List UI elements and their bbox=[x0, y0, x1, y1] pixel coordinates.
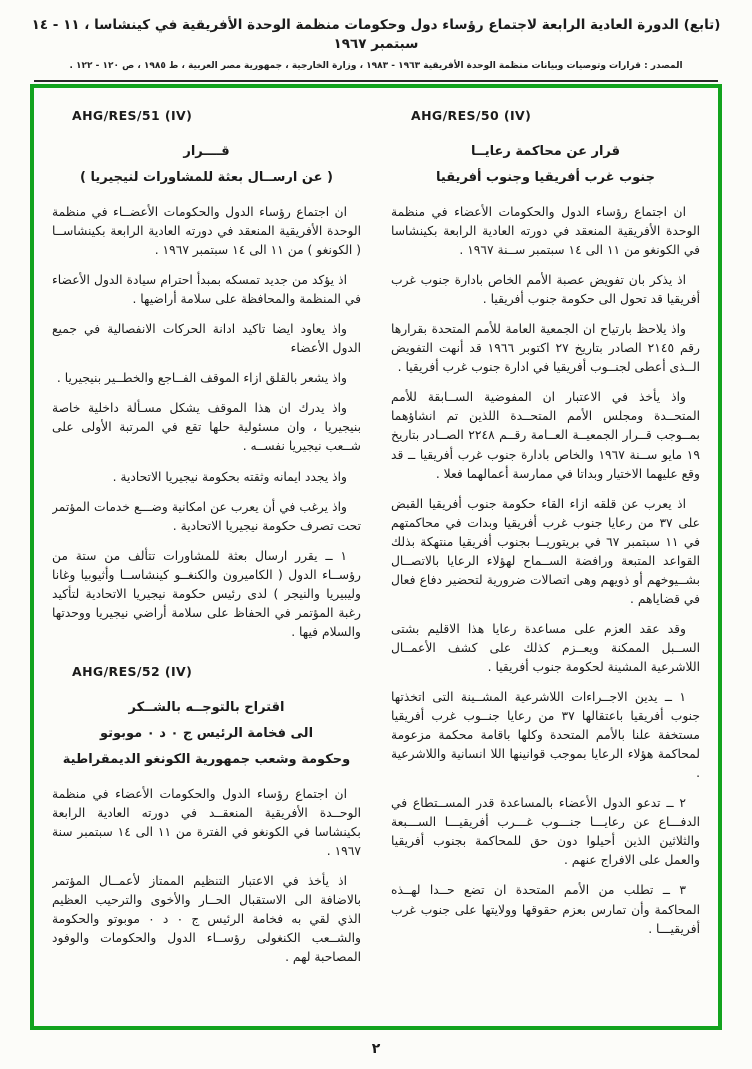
paragraph: اذ يأخذ في الاعتبار التنظيم الممتاز لأعمــال المؤتمر بالاضافة الى الاستقبال الحــار والأخوى والترحيب العظيم الذي لقي به فخامة الرئيس ج ٠ د ٠ موبوتو والحكومة والشــعب الكنغولى رؤســاء الدول والحكومات والوفود المصاحبة لهم . bbox=[52, 874, 362, 965]
resolution-52-title-line-3: وحكومة وشعب جمهورية الكونغو الديمقراطية bbox=[62, 751, 351, 767]
paragraph: واذ يرغب في أن يعرب عن امكانية وضـــع خدمات المؤتمر تحت تصرف حكومة نيجيريا الاتحادية . bbox=[52, 499, 361, 533]
paragraph: ٢ ــ تدعو الدول الأعضاء بالمساعدة قدر المســتطاع في الدفـــاع عن رعايـــا جنـــوب غـــرب أفريقيـــا الســـبعة والثلاثين الذين أحيلوا دون حق للمحاكمة بجنوب أفريقيا والعمل على الافراج عنهم . bbox=[391, 796, 700, 868]
paragraph: اذ يذكر بان تفويض عصبة الأمم الخاص بادارة جنوب غرب أفريقيا قد تحول الى حكومة جنوب أفريقيا . bbox=[391, 273, 700, 307]
resolution-51-title-line-1: قــــرار bbox=[183, 144, 230, 159]
paragraph: ان اجتماع رؤساء الدول والحكومات الأعضاء في منظمة الوحدة الأفريقية المنعقد في دورته العادية الرابعة بكينشاسا في الكونغو من ١١ الى ١٤ سبتمبر ســنة ١٩٦٧ . bbox=[391, 205, 700, 258]
resolution-50 bbox=[391, 108, 700, 939]
paragraph: ١ ــ يقرر ارسال بعثة للمشاورات تتألف من ستة من رؤســاء الدول ( الكاميرون والكنغــو كينشاســا وأثيوبيا وغانا وليبيريا والنيجر ) لدى رئيس حكومة نيجيريا الاتحادية لتأكيد رغبة المؤتمر في الحفاظ على سلامة أراضي نيجيريا ووحدتها والسلام فيها . bbox=[52, 548, 361, 639]
paragraph: وقد عقد العزم على مساعدة رعايا هذا الاقليم بشتى الســبل الممكنة ويعــزم كذلك على كشف الأعمــال اللاشرعية المشينة لحكومة جنوب أفريقيا . bbox=[391, 621, 700, 674]
paragraph: اذ يؤكد من جديد تمسكه بمبدأ احترام سيادة الدول الأعضاء في المنظمة والمحافظة على سلامة أراضيها . bbox=[52, 273, 361, 307]
resolution-51-title-line-2: ( عن ارســال بعثة للمشاورات لنيجيريا ) bbox=[80, 170, 333, 185]
paragraph: ٣ ــ تطلب من الأمم المتحدة ان تضع حــدا لهــذه المحاكمة وأن تمارس بعزم حقوقها وولايتها على جنوب غرب أفريقيـــا . bbox=[391, 883, 700, 936]
paragraph: ان اجتماع رؤساء الدول والحكومات الأعضاء في منظمة الوحــدة الأفريقية المنعقــد في دورته العادية الرابعة بكينشاسا في الكونغو في الفترة من ١١ الى ١٤ سبتمبر سنة ١٩٦٧ . bbox=[52, 786, 361, 859]
resolution-52-title-line-1: اقتراح بالتوجــه بالشــكر bbox=[128, 699, 285, 715]
resolution-51-title bbox=[52, 139, 361, 191]
resolution-51-code: AHG/RES/51 (IV) bbox=[72, 108, 193, 123]
paragraph: واذ يدرك ان هذا الموقف يشكل مسـألة داخلية خاصة بنيجيريا ، وان مسئولية حلها تقع في المرتبة الأولى على شــعب نيجيريا نفســه . bbox=[52, 401, 361, 454]
column-left bbox=[52, 102, 361, 1016]
document-title: (تابع) الدورة العادية الرابعة لاجتماع رؤساء دول وحكومات منظمة الوحدة الأفريقية في كينشاسا ، ١١ - ١٤ سبتمبر ١٩٦٧ bbox=[31, 17, 721, 52]
page-number: ٢ bbox=[371, 1041, 381, 1057]
resolution-50-code: AHG/RES/50 (IV) bbox=[411, 108, 532, 123]
paragraph: واذ يشعر بالقلق ازاء الموقف الفــاجع والخطــير بنيجيريا . bbox=[56, 371, 347, 386]
paragraph: اذ يعرب عن قلقه ازاء القاء حكومة جنوب أفريقيا القبض على ٣٧ من رعايا جنوب غرب أفريقيا وبدات في محاكمتهم في ١١ سبتمبر ٦٧ في بريتوريــا بجنوب أفريقيا منتهكة بذلك القواعد المتبعة ورافضة الســماح لهؤلاء الرعايا بالاتصــال بشــيوخهم أو ذويهم وهى اتصالات ضرورية لتحضير دفاع فعال في قضاياهم . bbox=[391, 496, 700, 606]
resolution-51 bbox=[52, 108, 361, 642]
resolution-52-code: AHG/RES/52 (IV) bbox=[72, 663, 193, 679]
page-header bbox=[0, 0, 752, 82]
resolution-50-title bbox=[391, 139, 700, 191]
paragraph: واذ يأخذ في الاعتبار ان المفوضية الســابقة للأمم المتحــدة ومجلس الأمم المتحــدة اللذين تم انشاؤهما بمــوجب قــرار الجمعيــة العــامة رقــم ٢٢٤٨ الصــادر بتاريخ ١٩ مايو ســنة ١٩٦٧ والخاص بادارة جنوب غرب أفريقيا ــ قد وقع عليهما الاختيار وبداتا في ممارسة أعمالهما فعلا . bbox=[391, 390, 700, 481]
resolution-50-title-line-1: قرار عن محاكمة رعايــا bbox=[470, 144, 621, 159]
two-column-layout bbox=[52, 102, 700, 1016]
paragraph: واذ يلاحظ بارتياح ان الجمعية العامة للأمم المتحدة بقرارها رقم ٢١٤٥ الصادر بتاريخ ٢٧ اكتوبر ١٩٦٦ قد أنهت التفويض الــذى أعطى لجنــوب أفريقيا في ادارة جنوب غرب أفريقيا . bbox=[391, 322, 700, 375]
resolution-52 bbox=[52, 664, 361, 967]
paragraph: واذ يعاود ايضا تاكيد ادانة الحركات الانفصالية في جميع الدول الأعضاء bbox=[52, 322, 361, 356]
header-divider bbox=[34, 80, 718, 82]
resolution-50-title-line-2: جنوب غرب أفريقيا وجنوب أفريقيا bbox=[436, 170, 655, 185]
green-frame bbox=[30, 84, 722, 1030]
paragraph: واذ يجدد ايمانه وثقته بحكومة نيجيريا الاتحادية . bbox=[112, 469, 347, 484]
column-right bbox=[391, 102, 700, 1016]
source-citation: المصدر : قرارات وتوصيات وبيانات منظمة الوحدة الأفريقية ١٩٦٣ - ١٩٨٣ ، وزارة الخارجية ، جمهورية مصر العربية ، ط ١٩٨٥ ، ص ١٢٠ - ١٢٢ . bbox=[69, 60, 683, 71]
paragraph: ١ ــ يدين الاجــراءات اللاشرعية المشــينة التى اتخذتها جنوب أفريقيا باعتقالها ٣٧ من رعايا جنــوب غرب أفريقيا مستخفة علنا بالأمم المتحدة وكلها باقامة محكمة مزعومة لمحاكمة هؤلاء الرعايا بموجب قوانينها اللا انسانية واللاشرعية . bbox=[391, 690, 700, 781]
resolution-52-title bbox=[52, 695, 361, 773]
paragraph: ان اجتماع رؤساء الدول والحكومات الأعضــاء في منظمة الوحدة الأفريقية المنعقد في دورته العادية الرابعة بكينشاســا ( الكونغو ) من ١١ الى ١٤ سبتمبر ١٩٦٧ . bbox=[52, 205, 361, 258]
resolution-52-title-line-2: الى فخامة الرئيس ج ٠ د ٠ موبوتو bbox=[99, 725, 314, 741]
